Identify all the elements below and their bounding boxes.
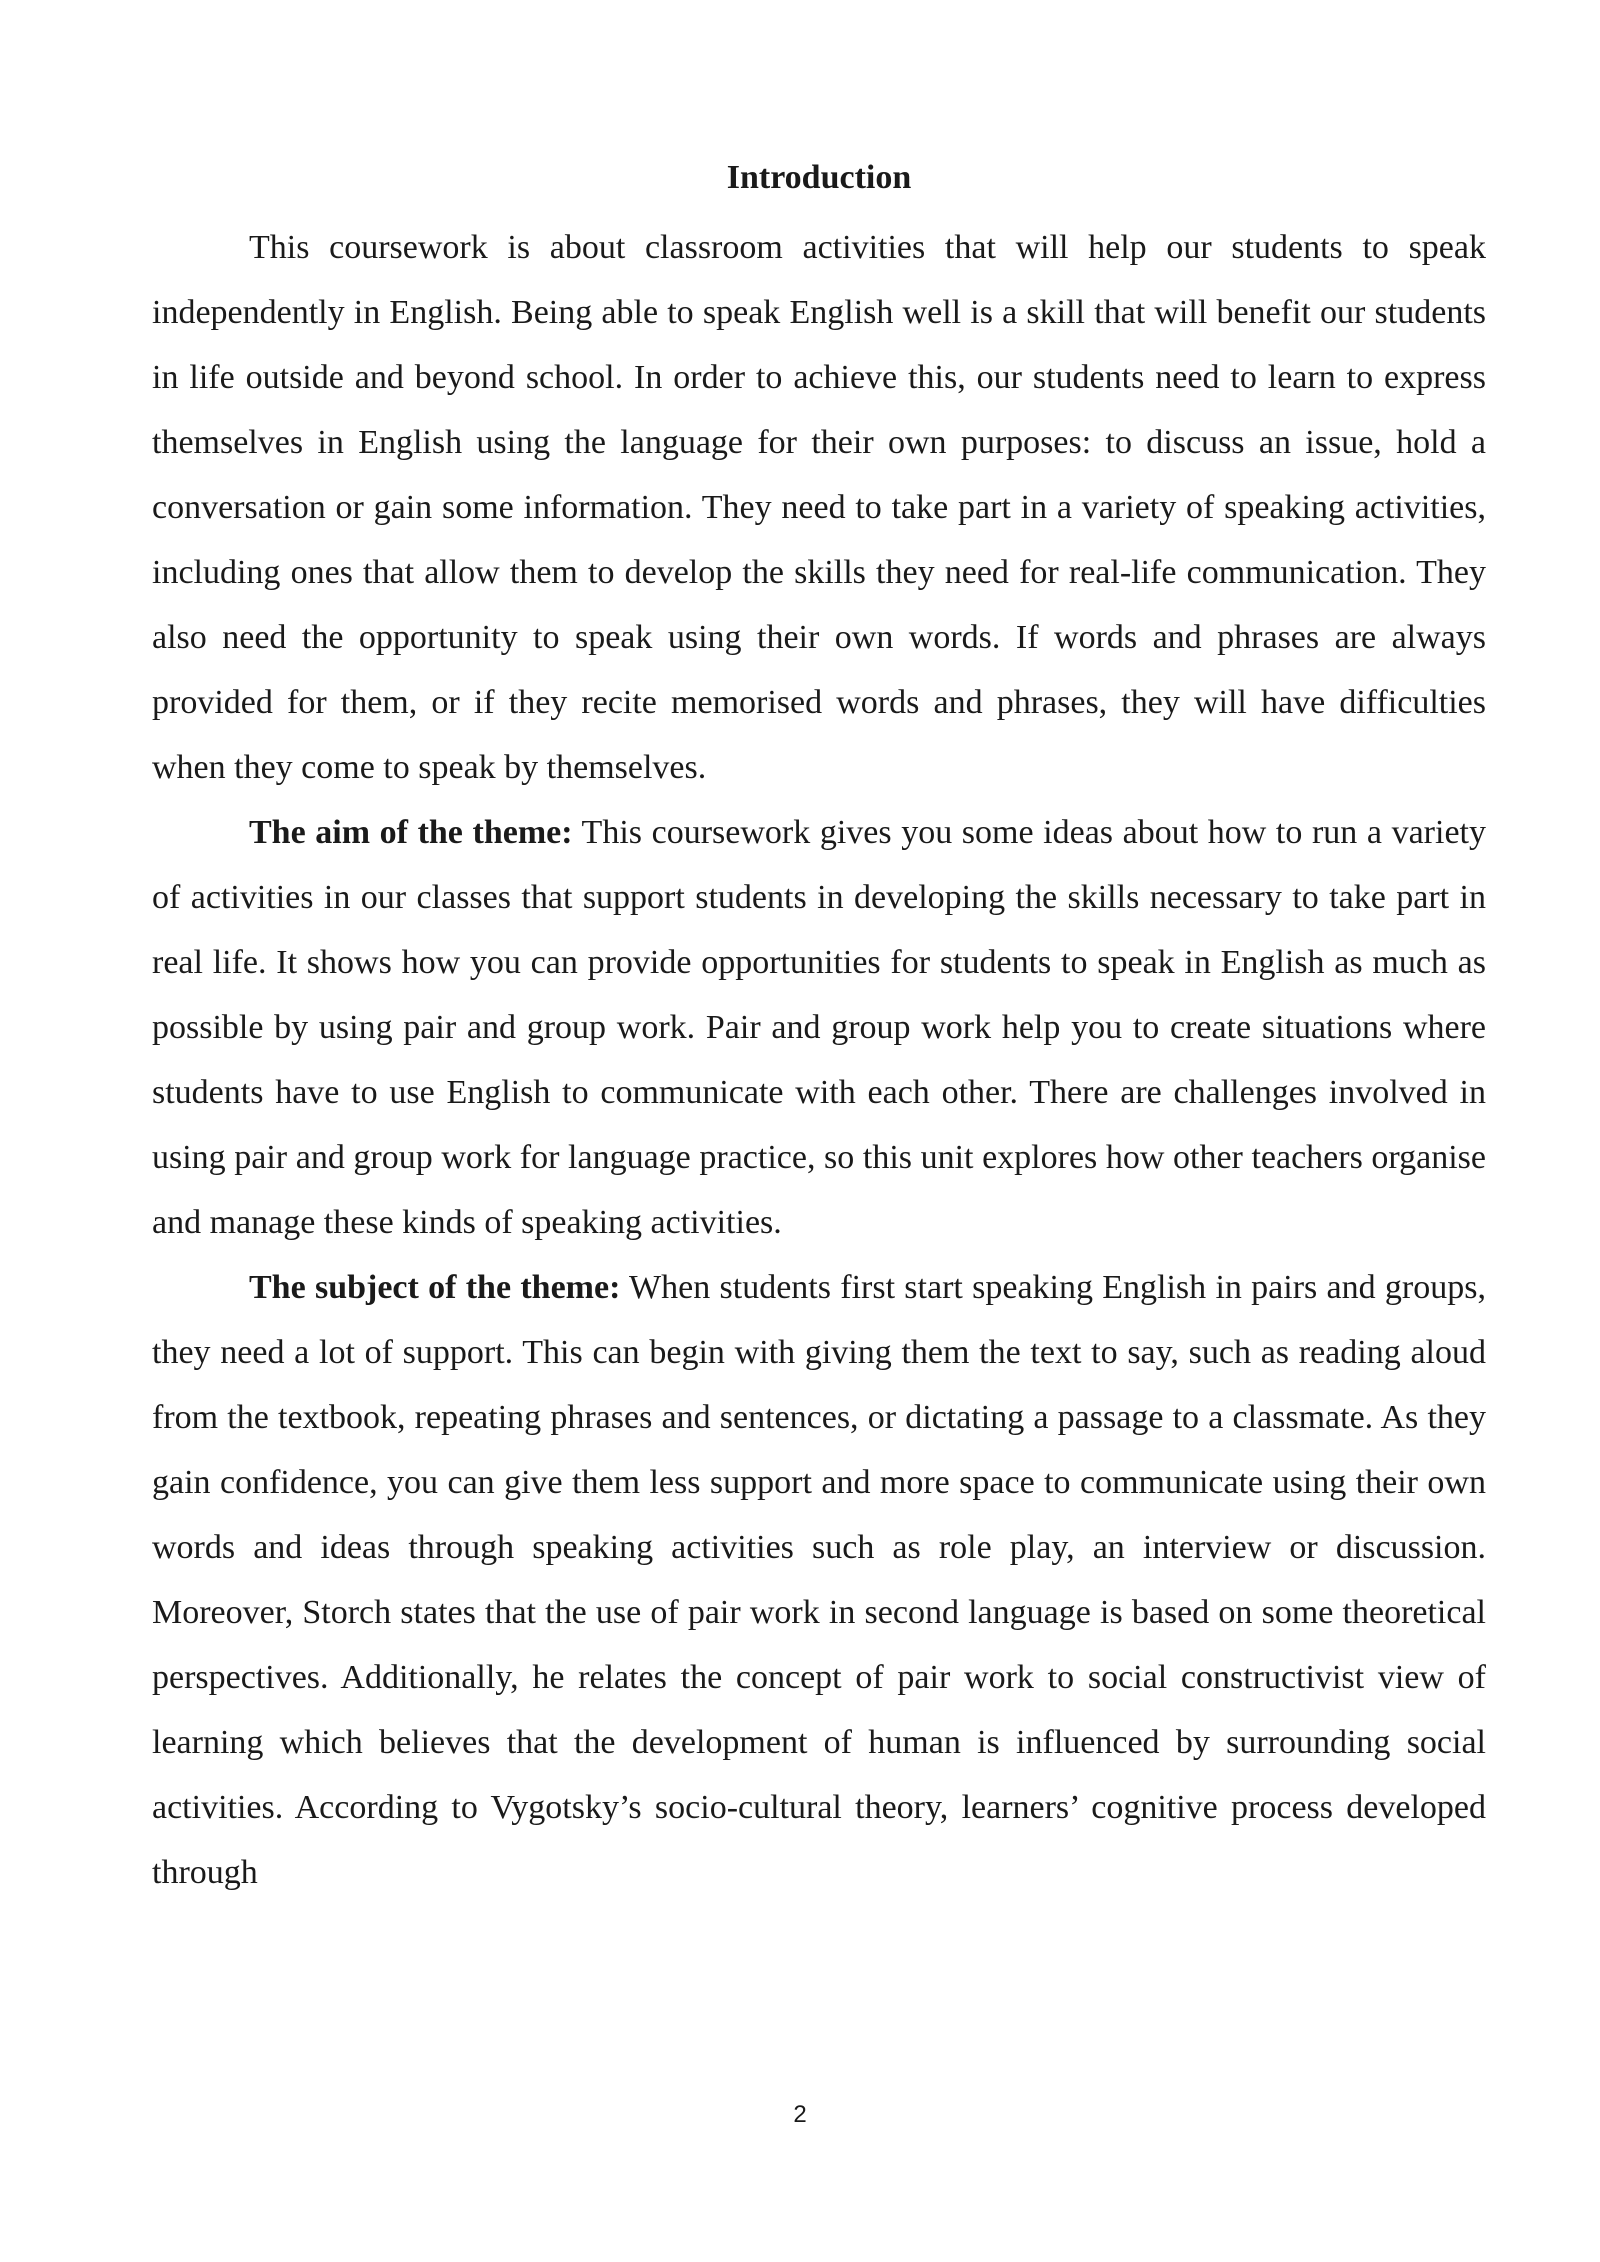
document-page	[152, 150, 1486, 1905]
paragraph-text: This coursework is about classroom activities that will help our students to speak independently in English. Being able to speak English well is a skill that will benefit our students in life outside and beyond school. In order to achieve this, our students need to learn to express themselves in English using the language for their own purposes: to discuss an issue, hold a conversation or gain some information. They need to take part in a variety of speaking activities, including ones that allow them to develop the skills they need for real-life communication. They also need the opportunity to speak using their own words. If words and phrases are always provided for them, or if they recite memorised words and phrases, they will have difficulties when they come to speak by themselves.	[152, 229, 1486, 786]
paragraph-aim	[152, 800, 1486, 1255]
paragraph-lead: The subject of the theme:	[249, 1269, 621, 1306]
paragraph-lead: The aim of the theme:	[249, 814, 573, 851]
paragraph-text: This coursework gives you some ideas about how to run a variety of activities in our classes that support students in developing the skills necessary to take part in real life. It shows how you can provide opportunities for students to speak in English as much as possible by using pair and group work. Pair and group work help you to create situations where students have to use English to communicate with each other. There are challenges involved in using pair and group work for language practice, so this unit explores how other teachers organise and manage these kinds of speaking activities.	[152, 814, 1486, 1241]
page-number: 2	[793, 2101, 807, 2128]
paragraph-subject	[152, 1255, 1486, 1905]
paragraph-text: When students first start speaking English in pairs and groups, they need a lot of support. This can begin with giving them the text to say, such as reading aloud from the textbook, repeating phrases and sentences, or dictating a passage to a classmate. As they gain confidence, you can give them less support and more space to communicate using their own words and ideas through speaking activities such as role play, an interview or discussion. Moreover, Storch states that the use of pair work in second language is based on some theoretical perspectives. Additionally, he relates the concept of pair work to social constructivist view of learning which believes that the development of human is influenced by surrounding social activities. According to Vygotsky’s socio-cultural theory, learners’ cognitive process developed through	[152, 1269, 1486, 1891]
paragraph-intro	[152, 215, 1486, 800]
section-title: Introduction	[726, 159, 912, 196]
